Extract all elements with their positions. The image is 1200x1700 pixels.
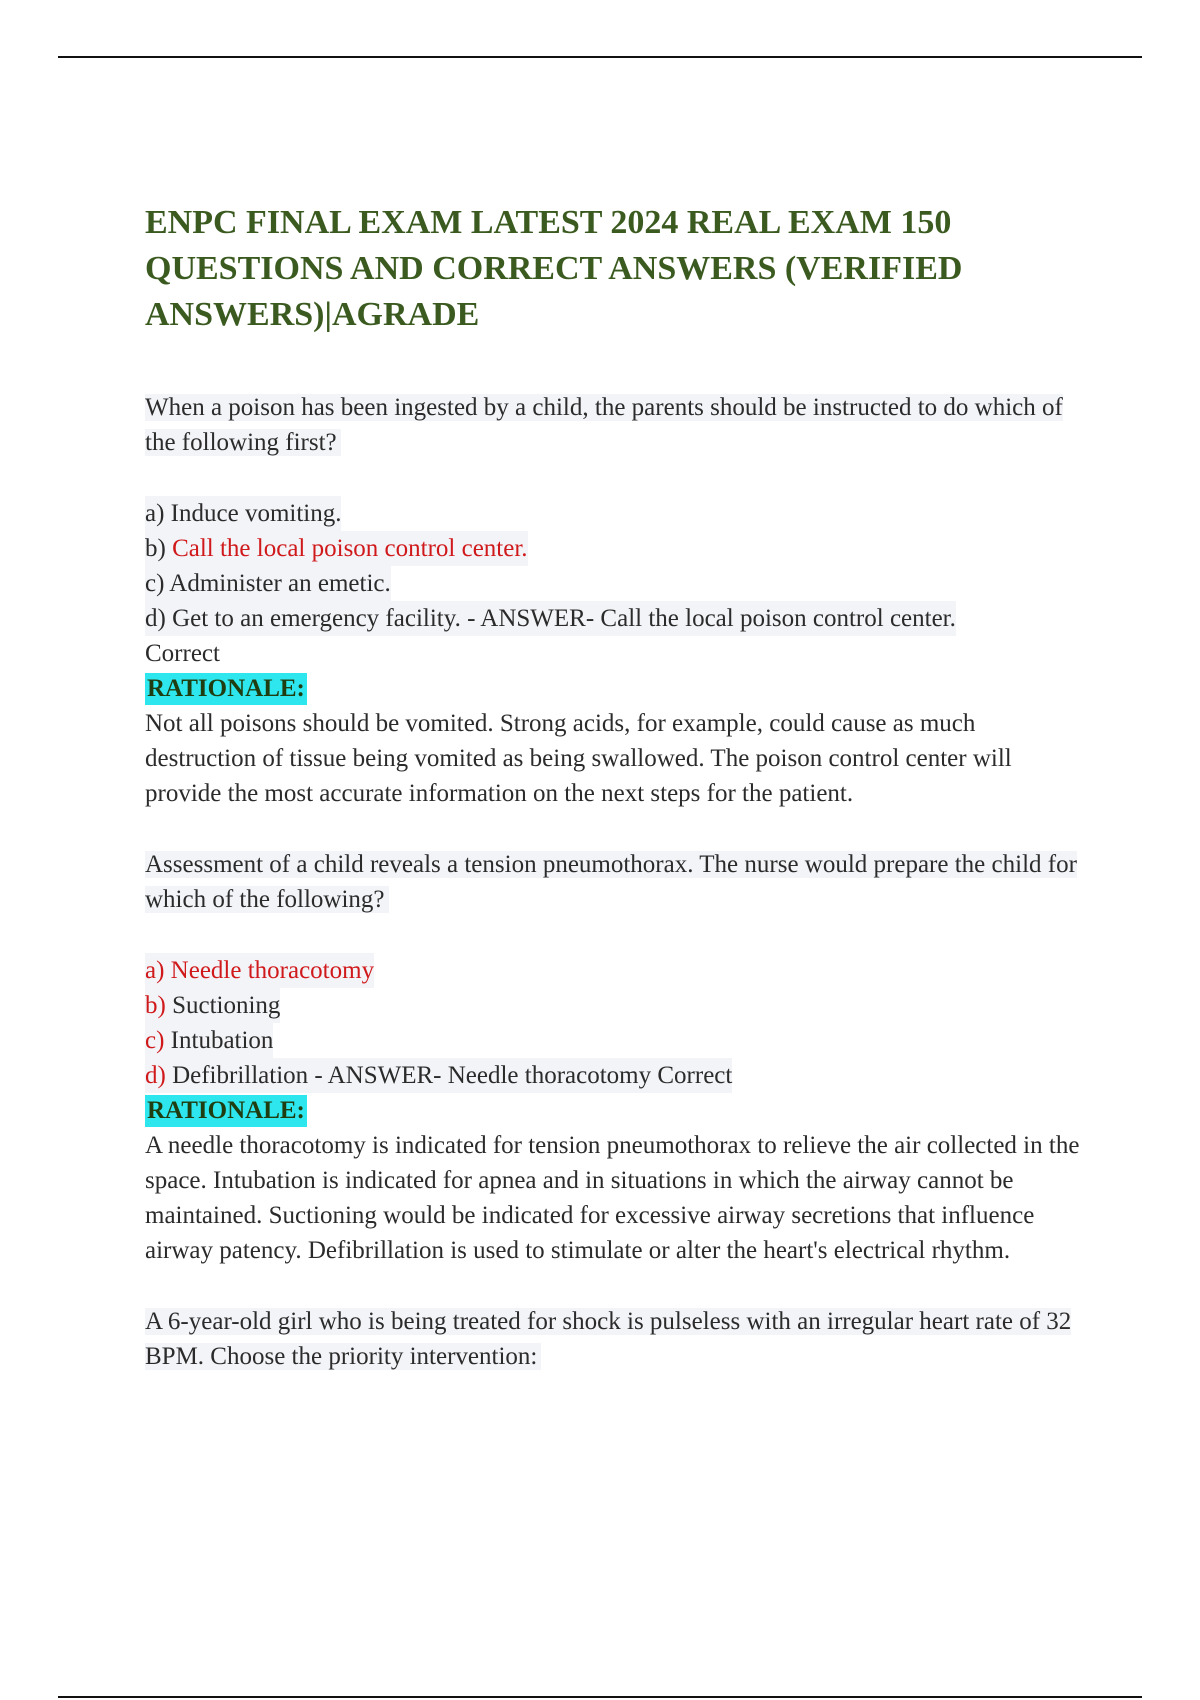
option-letter: b)	[145, 535, 166, 562]
option-text: Suctioning	[172, 992, 281, 1019]
option-c	[145, 1023, 1080, 1058]
question-stem-text: A 6-year-old girl who is being treated for shock is pulseless with an irregular heart rate of 32 BPM. Choose the priority intervention:	[145, 1308, 1072, 1370]
option-b	[145, 531, 1080, 566]
question-stem-text: When a poison has been ingested by a child, the parents should be instructed to do which of the following first?	[145, 394, 1063, 456]
option-letter: b)	[145, 992, 166, 1019]
question-stem-text: Assessment of a child reveals a tension pneumothorax. The nurse would prepare the child for which of the following?	[145, 851, 1077, 913]
document-body	[145, 200, 1080, 1410]
option-letter: c)	[145, 570, 165, 597]
question-1	[145, 390, 1080, 811]
question-3	[145, 1304, 1080, 1374]
option-letter: d)	[145, 605, 166, 632]
option-text: Intubation	[170, 1027, 274, 1054]
option-d	[145, 1058, 1080, 1093]
option-a	[145, 953, 1080, 988]
question-stem	[145, 847, 1080, 917]
document-title: ENPC FINAL EXAM LATEST 2024 REAL EXAM 150 QUESTIONS AND CORRECT ANSWERS (VERIFIED ANSWERS)|AGRADE	[145, 204, 963, 333]
option-text: Induce vomiting.	[170, 500, 342, 527]
option-text-correct: Call the local poison control center.	[172, 535, 528, 562]
option-letter: a)	[145, 957, 165, 984]
footer-rule	[58, 1696, 1142, 1698]
option-d	[145, 601, 1080, 636]
rationale-text: A needle thoracotomy is indicated for tension pneumothorax to relieve the air collected in the space. Intubation is indicated for apnea and in situations in which the airway cannot be maintained. Suctioning would be indicated for excessive airway secretions that influence airway patency. Defibrillation is used to stimulate or alter the heart's electrical rhythm.	[145, 1132, 1080, 1264]
option-text: Get to an emergency facility. - ANSWER- Call the local poison control center.	[172, 605, 956, 632]
option-letter: c)	[145, 1027, 165, 1054]
question-stem	[145, 390, 1080, 460]
option-text-correct: Needle thoracotomy	[170, 957, 375, 984]
rationale-label: RATIONALE:	[145, 673, 307, 705]
option-letter: d)	[145, 1062, 166, 1089]
option-c	[145, 566, 1080, 601]
rationale-label: RATIONALE:	[145, 1095, 307, 1127]
correct-label: Correct	[145, 640, 220, 667]
question-stem	[145, 1304, 1080, 1374]
option-b	[145, 988, 1080, 1023]
option-text: Defibrillation - ANSWER- Needle thoracotomy Correct	[172, 1062, 733, 1089]
header-rule	[58, 56, 1142, 58]
question-2	[145, 847, 1080, 1268]
option-letter: a)	[145, 500, 165, 527]
rationale-text: Not all poisons should be vomited. Strong acids, for example, could cause as much destruction of tissue being vomited as being swallowed. The poison control center will provide the most accurate information on the next steps for the patient.	[145, 710, 1012, 807]
option-a	[145, 496, 1080, 531]
option-text: Administer an emetic.	[169, 570, 391, 597]
